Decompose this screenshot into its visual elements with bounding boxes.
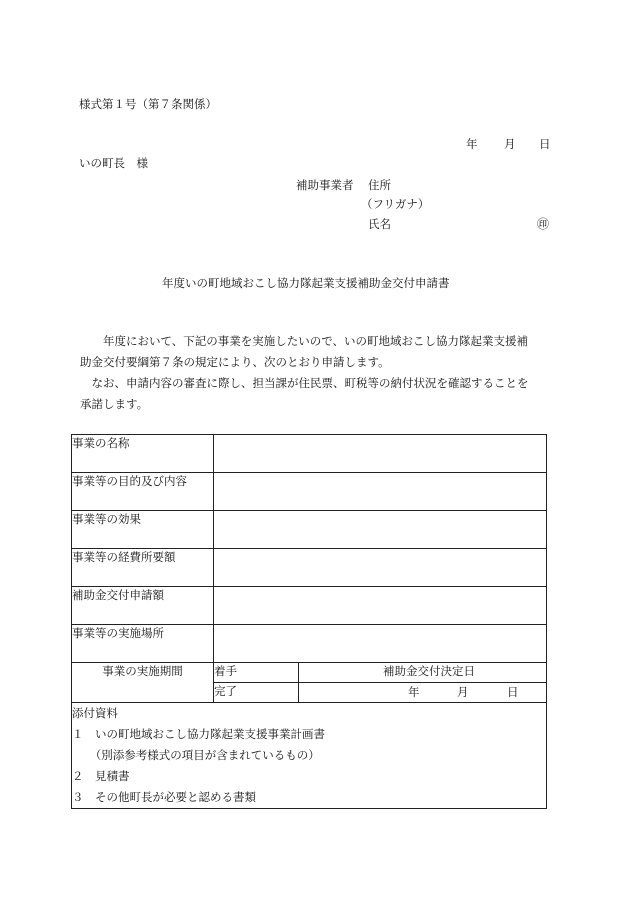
attachment-item: ３ その他町長が必要と認める書類 (72, 790, 256, 804)
body-para2-line1: なお、申請内容の審査に際し、担当課が住民票、町税等の納付状況を確認することを (91, 376, 529, 390)
date-month: 月 (504, 137, 516, 151)
applicant-name-label: 氏名 (368, 217, 391, 231)
row-value-effect[interactable] (214, 511, 547, 549)
addressee: いの町長 様 (79, 156, 148, 170)
applicant-role-label: 補助事業者 (296, 178, 354, 192)
date-year: 年 (466, 137, 478, 151)
attachment-item-note: （別添参考様式の項目が含まれているもの） (84, 748, 320, 762)
period-start-value: 補助金交付決定日 (299, 663, 547, 683)
period-end-date[interactable] (299, 683, 547, 703)
date-day: 日 (539, 137, 551, 151)
body-para2-line2: 承諾します。 (80, 397, 149, 411)
applicant-address-label: 住所 (368, 178, 391, 192)
attachments-heading: 添付資料 (72, 706, 118, 720)
row-label-project-name: 事業の名称 (72, 435, 214, 473)
application-table (71, 434, 547, 809)
row-label-period: 事業の実施期間 (72, 663, 214, 703)
attachment-item: １ いの町地域おこし協力隊起業支援事業計画書 (72, 727, 325, 741)
row-value-project-name[interactable] (214, 435, 547, 473)
period-end-month: 月 (457, 685, 469, 699)
row-label-grant-amount: 補助金交付申請額 (72, 587, 214, 625)
row-value-expense[interactable] (214, 549, 547, 587)
applicant-furigana-label: （フリガナ） (361, 197, 430, 211)
attachments-cell (72, 703, 547, 809)
row-label-effect: 事業等の効果 (72, 511, 214, 549)
row-label-location: 事業等の実施場所 (72, 625, 214, 663)
body-para1-line1: 年度において、下記の事業を実施したいので、いの町地域おこし協力隊起業支援補 (103, 334, 529, 348)
row-label-expense: 事業等の経費所要額 (72, 549, 214, 587)
row-value-purpose[interactable] (214, 473, 547, 511)
body-text (80, 331, 548, 415)
document-title: 年度いの町地域おこし協力隊起業支援補助金交付申請書 (162, 276, 450, 290)
attachment-item: ２ 見積書 (72, 769, 130, 783)
row-value-location[interactable] (214, 625, 547, 663)
period-start-label: 着手 (214, 663, 299, 683)
body-para1-line2: 助金交付要綱第７条の規定により、次のとおり申請します。 (80, 355, 390, 369)
period-end-day: 日 (507, 685, 519, 699)
period-end-label: 完了 (214, 683, 299, 703)
row-value-grant-amount[interactable] (214, 587, 547, 625)
seal-mark: ㊞ (537, 217, 550, 231)
row-label-purpose: 事業等の目的及び内容 (72, 473, 214, 511)
form-number: 様式第１号（第７条関係） (79, 97, 217, 111)
period-end-year: 年 (408, 685, 420, 699)
